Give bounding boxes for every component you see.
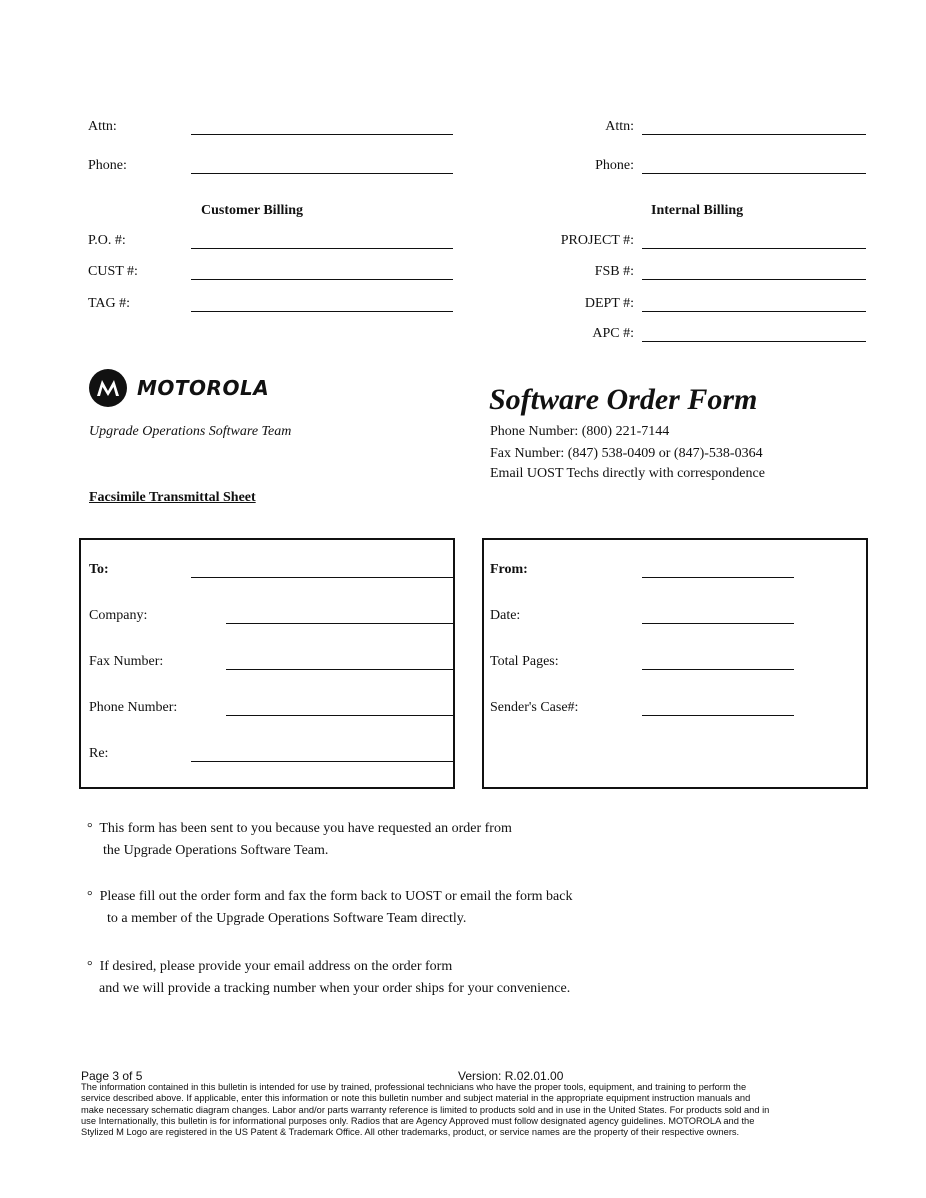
- bullet-marker: °: [87, 959, 93, 974]
- attn-field-right[interactable]: [642, 134, 866, 135]
- from-label: From:: [490, 562, 528, 577]
- dept-field[interactable]: [642, 311, 866, 312]
- dept-label: DEPT #:: [584, 296, 634, 311]
- bullet-3-line2: and we will provide a tracking number when your order ships for your convenience.: [99, 981, 571, 996]
- version-label: Version: R.02.01.00: [458, 1069, 564, 1083]
- bullet-1-line2: the Upgrade Operations Software Team.: [103, 843, 329, 858]
- po-field[interactable]: [191, 248, 453, 249]
- cust-field[interactable]: [191, 279, 453, 280]
- bullet-3: [87, 956, 570, 1000]
- to-label: To:: [89, 562, 109, 577]
- project-label: PROJECT #:: [560, 233, 634, 248]
- form-title: Software Order Form: [489, 383, 758, 416]
- cust-label: CUST #:: [88, 264, 138, 279]
- date-field[interactable]: [642, 623, 794, 624]
- total-pages-field[interactable]: [642, 669, 794, 670]
- apc-label: APC #:: [592, 326, 634, 341]
- phone-number: Phone Number: (800) 221-7144: [490, 424, 670, 439]
- apc-field[interactable]: [642, 341, 866, 342]
- disclaimer-line: use Internationally, this bulletin is for informational purposes only. Radios that are Agency Approved must follow designated agency guidelines. MOTOROLA and the: [81, 1115, 755, 1126]
- bullet-2-line1: Please fill out the order form and fax the form back to UOST or email the form back: [99, 889, 573, 904]
- motorola-wordmark: MOTOROLA: [137, 376, 270, 400]
- disclaimer-line: make necessary schematic diagram changes. Labor and/or parts warranty reference is limited to products sold and in use in the United States. For products sold and in: [81, 1104, 770, 1115]
- email-note: Email UOST Techs directly with correspondence: [490, 466, 765, 481]
- internal-billing-heading: Internal Billing: [651, 203, 744, 218]
- bullet-2-line2: to a member of the Upgrade Operations Software Team directly.: [107, 911, 467, 926]
- team-name: Upgrade Operations Software Team: [89, 424, 292, 439]
- disclaimer-line: The information contained in this bulletin is intended for use by trained, professional technicians who have the proper tools, equipment, and training to perform the: [81, 1082, 747, 1092]
- fax-number: Fax Number: (847) 538-0409 or (847)-538-0364: [490, 446, 763, 461]
- bullet-marker: °: [87, 889, 93, 904]
- fax-number-field[interactable]: [226, 669, 453, 670]
- to-field[interactable]: [191, 577, 453, 578]
- attn-field-left[interactable]: [191, 134, 453, 135]
- attn-label-right: Attn:: [605, 119, 634, 134]
- senders-case-label: Sender's Case#:: [490, 700, 579, 715]
- bullet-1: [87, 818, 512, 862]
- motorola-logo-icon: [89, 369, 127, 407]
- tag-field[interactable]: [191, 311, 453, 312]
- bullet-2: [87, 886, 573, 930]
- bullet-1-line1: This form has been sent to you because you have requested an order from: [99, 821, 512, 836]
- re-label: Re:: [89, 746, 109, 761]
- tag-label: TAG #:: [88, 296, 131, 311]
- bullet-marker: °: [87, 821, 93, 836]
- fax-sheet-title: Facsimile Transmittal Sheet: [89, 490, 256, 505]
- company-field[interactable]: [226, 623, 453, 624]
- phone-field-left[interactable]: [191, 173, 453, 174]
- re-field[interactable]: [191, 761, 453, 762]
- project-field[interactable]: [642, 248, 866, 249]
- phone-label-left: Phone:: [88, 158, 127, 173]
- fsb-label: FSB #:: [594, 264, 634, 279]
- fax-number-label: Fax Number:: [89, 654, 164, 669]
- phone-number-label: Phone Number:: [89, 700, 178, 715]
- company-label: Company:: [89, 608, 148, 623]
- customer-billing-heading: Customer Billing: [201, 203, 304, 218]
- senders-case-field[interactable]: [642, 715, 794, 716]
- disclaimer-line: service described above. If applicable, enter this information or note this bulletin number and subject material in the appropriate equipment instruction manuals and: [81, 1093, 751, 1104]
- phone-field-right[interactable]: [642, 173, 866, 174]
- phone-label-right: Phone:: [595, 158, 634, 173]
- total-pages-label: Total Pages:: [490, 654, 559, 669]
- po-label: P.O. #:: [88, 233, 126, 248]
- disclaimer: [81, 1082, 881, 1138]
- bullet-3-line1: If desired, please provide your email address on the order form: [99, 959, 453, 974]
- attn-label-left: Attn:: [88, 119, 117, 134]
- page-number: Page 3 of 5: [81, 1069, 143, 1083]
- phone-number-field[interactable]: [226, 715, 453, 716]
- date-label: Date:: [490, 608, 521, 623]
- fsb-field[interactable]: [642, 279, 866, 280]
- from-field[interactable]: [642, 577, 794, 578]
- disclaimer-line: Stylized M Logo are registered in the US Patent & Trademark Office. All other trademarks, product, or service names are the property of their respective owners.: [81, 1127, 740, 1138]
